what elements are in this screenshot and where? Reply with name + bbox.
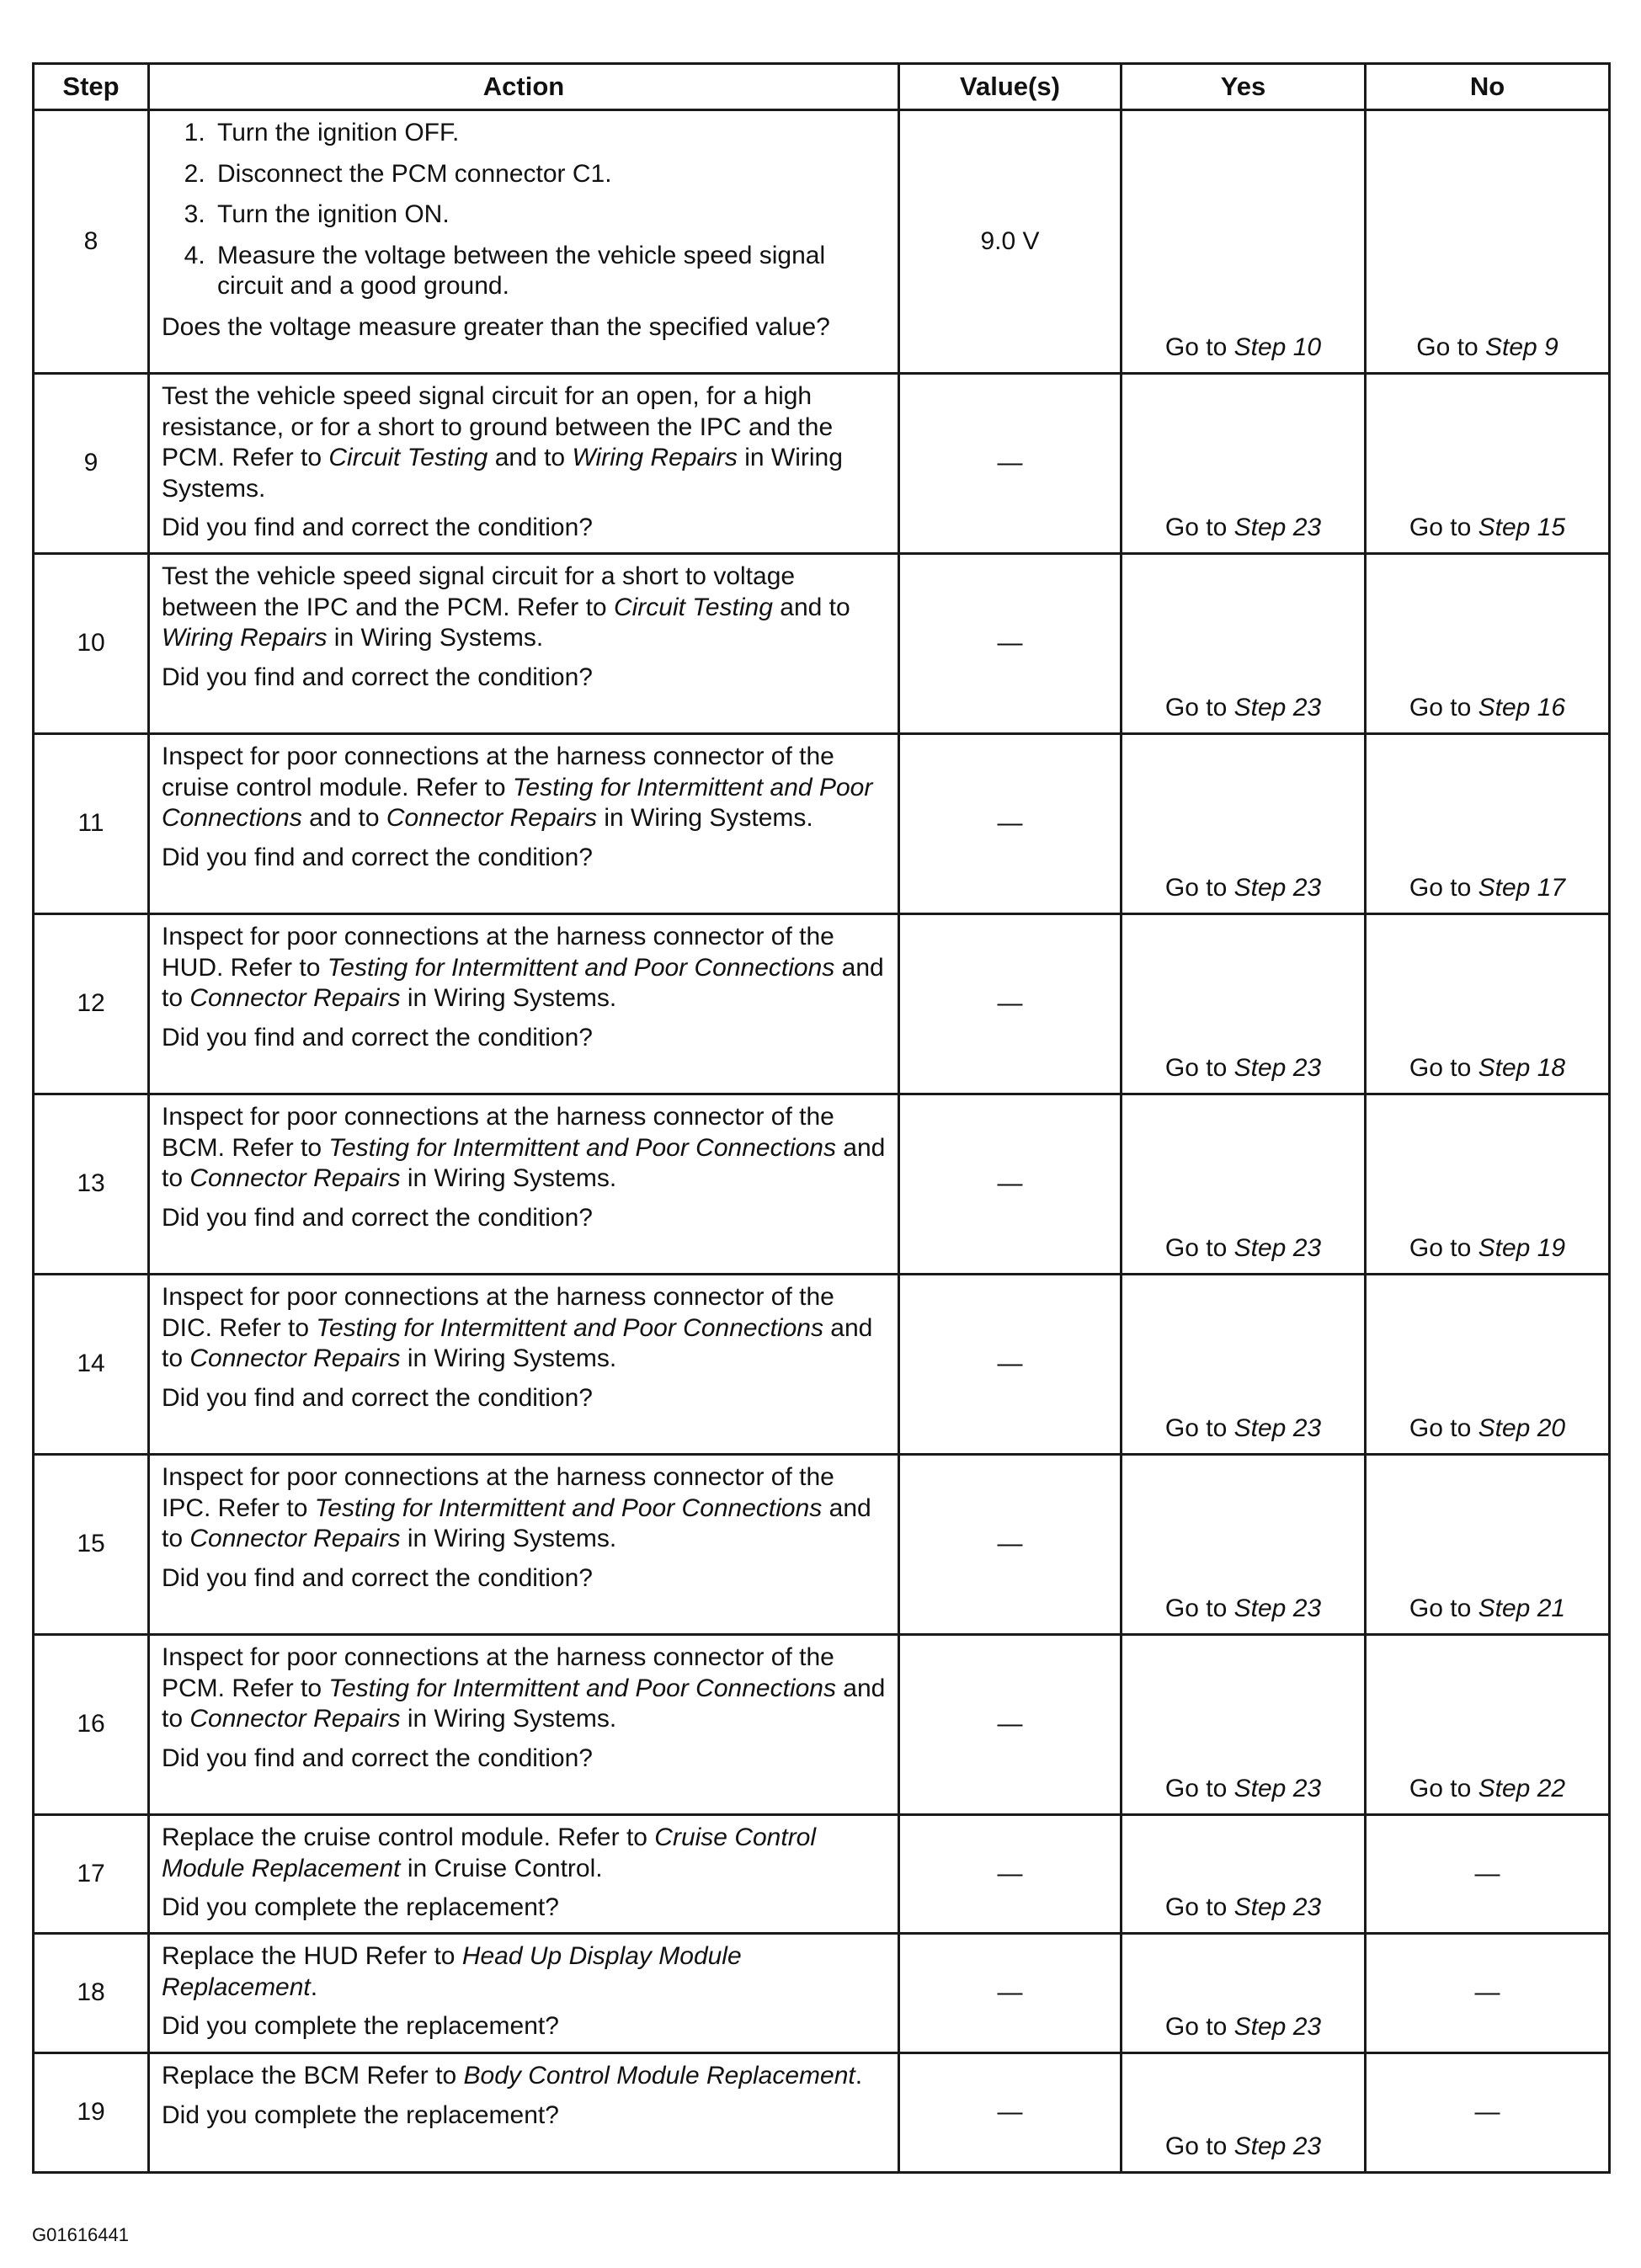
action-description: Inspect for poor connections at the harness connector of the HUD. Refer to Testing for Intermittent and Poor Connections and to Connector Repairs in Wiring Systems. bbox=[162, 923, 884, 1013]
value-cell: — bbox=[899, 1455, 1122, 1635]
no-cell: Go to Step 22 bbox=[1366, 1635, 1610, 1815]
reference-link[interactable]: Wiring Repairs bbox=[162, 624, 328, 652]
header-values: Value(s) bbox=[899, 64, 1122, 110]
action-cell bbox=[149, 1275, 899, 1455]
no-cell: Go to Step 21 bbox=[1366, 1455, 1610, 1635]
question-text: Did you complete the replacement? bbox=[162, 1893, 559, 1922]
action-cell bbox=[149, 1635, 899, 1815]
value-cell: — bbox=[899, 734, 1122, 914]
action-description: Inspect for poor connections at the harness connector of the DIC. Refer to Testing for Intermittent and Poor Connections and to Connector Repairs in Wiring Systems. bbox=[162, 1283, 873, 1373]
action-description: Inspect for poor connections at the harness connector of the cruise control module. Refer to Testing for Intermittent and Poor Connections and to Connector Repairs in Wiring Systems. bbox=[162, 743, 873, 833]
no-cell: Go to Step 20 bbox=[1366, 1275, 1610, 1455]
yes-cell: Go to Step 23 bbox=[1122, 554, 1366, 734]
step-link[interactable]: Step 23 bbox=[1233, 2132, 1322, 2161]
no-cell: — bbox=[1366, 1934, 1610, 2053]
action-cell bbox=[149, 110, 899, 374]
reference-link[interactable]: Testing for Intermittent and Poor Connections bbox=[327, 953, 835, 982]
step-number: 14 bbox=[34, 1275, 149, 1455]
table-row bbox=[34, 1815, 1610, 1934]
yes-cell: Go to Step 23 bbox=[1122, 374, 1366, 554]
step-number: 18 bbox=[34, 1934, 149, 2053]
value-cell: — bbox=[899, 554, 1122, 734]
step-link[interactable]: Step 23 bbox=[1233, 1775, 1322, 1803]
reference-link[interactable]: Body Control Module Replacement bbox=[463, 2062, 855, 2090]
reference-link[interactable]: Connector Repairs bbox=[189, 1344, 401, 1373]
question-text: Did you find and correct the condition? bbox=[162, 1744, 593, 1772]
no-cell: — bbox=[1366, 1815, 1610, 1934]
step-link[interactable]: Step 21 bbox=[1478, 1595, 1566, 1623]
no-cell: Go to Step 18 bbox=[1366, 914, 1610, 1094]
yes-cell bbox=[1122, 110, 1366, 374]
action-cell bbox=[149, 914, 899, 1094]
value-cell: 9.0 V bbox=[899, 110, 1122, 374]
table-row bbox=[34, 110, 1610, 374]
value-cell: — bbox=[899, 1934, 1122, 2053]
substep: 2. Disconnect the PCM connector C1. bbox=[212, 159, 887, 190]
value-cell: — bbox=[899, 1275, 1122, 1455]
step-link[interactable]: Step 20 bbox=[1478, 1414, 1566, 1443]
value-cell: — bbox=[899, 1635, 1122, 1815]
action-cell bbox=[149, 554, 899, 734]
table-row bbox=[34, 1275, 1610, 1455]
step-number: 11 bbox=[34, 734, 149, 914]
step-link[interactable]: Step 22 bbox=[1478, 1775, 1566, 1803]
question-text: Did you find and correct the condition? bbox=[162, 1023, 593, 1051]
step-link[interactable]: Step 23 bbox=[1233, 1414, 1322, 1443]
substep: 1. Turn the ignition OFF. bbox=[212, 118, 887, 149]
goto-prefix: Go to bbox=[1164, 333, 1234, 362]
value-cell: — bbox=[899, 914, 1122, 1094]
value-cell: — bbox=[899, 1094, 1122, 1275]
action-description: Inspect for poor connections at the harness connector of the BCM. Refer to Testing for Intermittent and Poor Connections and to Connector Repairs in Wiring Systems. bbox=[162, 1103, 886, 1193]
reference-link[interactable]: Connector Repairs bbox=[386, 804, 597, 833]
table-row bbox=[34, 1455, 1610, 1635]
reference-link[interactable]: Testing for Intermittent and Poor Connections bbox=[314, 1493, 823, 1522]
no-cell: Go to Step 15 bbox=[1366, 374, 1610, 554]
action-description: Replace the cruise control module. Refer to Cruise Control Module Replacement in Cruise Control. bbox=[162, 1823, 817, 1882]
substep-list bbox=[162, 118, 887, 302]
yes-cell: Go to Step 23 bbox=[1122, 2053, 1366, 2173]
step-number: 9 bbox=[34, 374, 149, 554]
step-link[interactable]: Step 23 bbox=[1233, 514, 1322, 542]
reference-link[interactable]: Testing for Intermittent and Poor Connections bbox=[162, 773, 873, 833]
reference-link[interactable]: Connector Repairs bbox=[189, 1525, 401, 1553]
yes-cell: Go to Step 23 bbox=[1122, 1455, 1366, 1635]
figure-id: G01616441 bbox=[32, 2224, 129, 2245]
table-row bbox=[34, 1934, 1610, 2053]
action-description: Replace the HUD Refer to Head Up Display Module Replacement. bbox=[162, 1942, 742, 2001]
action-description: Inspect for poor connections at the harness connector of the IPC. Refer to Testing for Intermittent and Poor Connections and to Connector Repairs in Wiring Systems. bbox=[162, 1463, 871, 1553]
reference-link[interactable]: Connector Repairs bbox=[189, 984, 401, 1013]
step-link[interactable]: Step 17 bbox=[1478, 874, 1566, 902]
reference-link[interactable]: Wiring Repairs bbox=[572, 444, 738, 472]
step-link[interactable]: Step 19 bbox=[1478, 1234, 1566, 1263]
action-description: Test the vehicle speed signal circuit for a short to voltage between the IPC and the PCM. Refer to Circuit Testing and to Wiring Repairs in Wiring Systems. bbox=[162, 562, 850, 652]
action-description: Inspect for poor connections at the harness connector of the PCM. Refer to Testing for Intermittent and Poor Connections and to Connector Repairs in Wiring Systems. bbox=[162, 1643, 886, 1733]
reference-link[interactable]: Testing for Intermittent and Poor Connections bbox=[316, 1313, 823, 1342]
step-link[interactable]: Step 15 bbox=[1478, 514, 1566, 542]
question-text: Did you find and correct the condition? bbox=[162, 1203, 593, 1232]
no-cell: Go to Step 16 bbox=[1366, 554, 1610, 734]
yes-cell: Go to Step 23 bbox=[1122, 734, 1366, 914]
value-cell: — bbox=[899, 1815, 1122, 1934]
header-yes: Yes bbox=[1122, 64, 1366, 110]
step-number: 13 bbox=[34, 1094, 149, 1275]
step-number: 17 bbox=[34, 1815, 149, 1934]
step-link[interactable]: Step 18 bbox=[1478, 1054, 1566, 1083]
step-number: 10 bbox=[34, 554, 149, 734]
yes-cell: Go to Step 23 bbox=[1122, 1815, 1366, 1934]
reference-link[interactable]: Connector Repairs bbox=[189, 1164, 401, 1193]
header-no: No bbox=[1366, 64, 1610, 110]
step-link[interactable]: Step 23 bbox=[1233, 1234, 1322, 1263]
value-cell: — bbox=[899, 2053, 1122, 2173]
step-number: 15 bbox=[34, 1455, 149, 1635]
step-link[interactable]: Step 10 bbox=[1233, 333, 1322, 362]
reference-link[interactable]: Testing for Intermittent and Poor Connections bbox=[328, 1133, 836, 1162]
step-link[interactable]: Step 23 bbox=[1233, 1595, 1322, 1623]
no-cell: — bbox=[1366, 2053, 1610, 2173]
yes-cell: Go to Step 23 bbox=[1122, 1094, 1366, 1275]
table-row bbox=[34, 1094, 1610, 1275]
reference-link[interactable]: Connector Repairs bbox=[189, 1705, 401, 1733]
table-row bbox=[34, 1635, 1610, 1815]
question-text: Did you complete the replacement? bbox=[162, 2100, 559, 2129]
step-link[interactable]: Step 23 bbox=[1233, 1893, 1322, 1922]
substep: 3. Turn the ignition ON. bbox=[212, 200, 887, 231]
diagnostic-table bbox=[32, 62, 1611, 2174]
action-cell bbox=[149, 734, 899, 914]
question-text: Did you find and correct the condition? bbox=[162, 843, 593, 871]
action-cell bbox=[149, 1815, 899, 1934]
yes-cell: Go to Step 23 bbox=[1122, 1934, 1366, 2053]
action-cell bbox=[149, 1455, 899, 1635]
question-text: Did you complete the replacement? bbox=[162, 2012, 559, 2041]
action-cell bbox=[149, 1094, 899, 1275]
no-cell: Go to Step 17 bbox=[1366, 734, 1610, 914]
step-link[interactable]: Step 16 bbox=[1478, 694, 1566, 722]
step-link[interactable]: Step 23 bbox=[1233, 874, 1322, 902]
question-text: Did you find and correct the condition? bbox=[162, 663, 593, 691]
question-text: Did you find and correct the condition? bbox=[162, 514, 593, 542]
table-row bbox=[34, 374, 1610, 554]
step-link[interactable]: Step 9 bbox=[1484, 333, 1558, 362]
yes-cell: Go to Step 23 bbox=[1122, 1275, 1366, 1455]
header-row bbox=[34, 64, 1610, 110]
action-description: Replace the BCM Refer to Body Control Module Replacement. bbox=[162, 2062, 863, 2090]
step-link[interactable]: Step 23 bbox=[1233, 2013, 1322, 2042]
header-action: Action bbox=[149, 64, 899, 110]
table-row bbox=[34, 734, 1610, 914]
substep: 4. Measure the voltage between the vehicle speed signal circuit and a good ground. bbox=[212, 241, 887, 302]
reference-link[interactable]: Cruise Control Module Replacement bbox=[162, 1823, 817, 1882]
step-link[interactable]: Step 23 bbox=[1233, 1054, 1322, 1083]
question-text: Did you find and correct the condition? bbox=[162, 1563, 593, 1592]
no-cell: Go to Step 19 bbox=[1366, 1094, 1610, 1275]
header-step: Step bbox=[34, 64, 149, 110]
step-number: 12 bbox=[34, 914, 149, 1094]
step-link[interactable]: Step 23 bbox=[1233, 694, 1322, 722]
reference-link[interactable]: Circuit Testing bbox=[328, 444, 488, 472]
table-row bbox=[34, 914, 1610, 1094]
step-number: 16 bbox=[34, 1635, 149, 1815]
action-description: Test the vehicle speed signal circuit for an open, for a high resistance, or for a short to ground between the IPC and the PCM. Refer to Circuit Testing and to Wiring Repairs in Wiring Systems. bbox=[162, 382, 843, 503]
action-cell bbox=[149, 1934, 899, 2053]
goto-prefix: Go to bbox=[1416, 333, 1485, 362]
action-cell bbox=[149, 2053, 899, 2173]
question-text: Does the voltage measure greater than the specified value? bbox=[162, 312, 830, 341]
reference-link[interactable]: Testing for Intermittent and Poor Connections bbox=[328, 1674, 836, 1702]
step-number: 8 bbox=[34, 110, 149, 374]
question-text: Did you find and correct the condition? bbox=[162, 1383, 593, 1412]
action-cell bbox=[149, 374, 899, 554]
value-cell: — bbox=[899, 374, 1122, 554]
yes-cell: Go to Step 23 bbox=[1122, 1635, 1366, 1815]
reference-link[interactable]: Circuit Testing bbox=[613, 593, 773, 621]
table-row bbox=[34, 2053, 1610, 2173]
step-number: 19 bbox=[34, 2053, 149, 2173]
no-cell bbox=[1366, 110, 1610, 374]
reference-link[interactable]: Head Up Display Module Replacement bbox=[162, 1942, 742, 2001]
table-row bbox=[34, 554, 1610, 734]
yes-cell: Go to Step 23 bbox=[1122, 914, 1366, 1094]
